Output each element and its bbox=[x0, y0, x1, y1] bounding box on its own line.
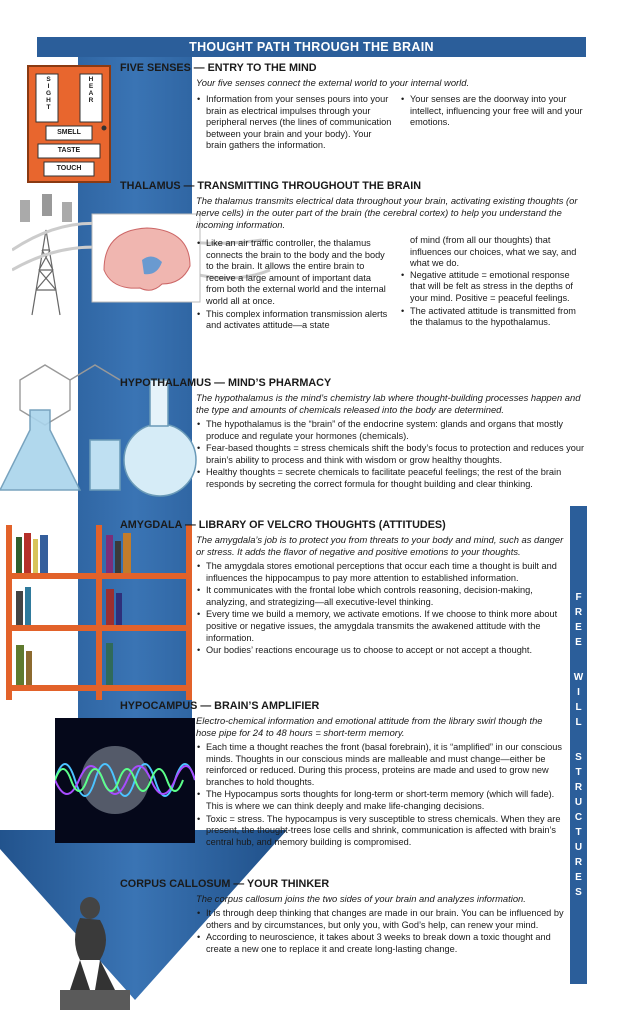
sidebar-letter: I bbox=[577, 687, 580, 698]
bullet-item: • The Hypocampus sorts thoughts for long-term or short-term memory (which will fade). This is where we can think deeply and make life-changing decisions. bbox=[196, 789, 565, 812]
bullet-item: • Your senses are the doorway into your intellect, influencing your free will and your emotions. bbox=[400, 94, 585, 129]
section-intro: Your five senses connect the external world to your internal world. bbox=[196, 77, 470, 88]
section-five-senses bbox=[120, 62, 585, 153]
bullet-item: • It is through deep thinking that changes are made in our brain. You can be influenced by others and by circumstances, but only you, with God’s help, can renew your mind. bbox=[196, 908, 565, 931]
bullet-item: • Healthy thoughts = secrete chemicals to facilitate peaceful feelings; the rest of the brain responds by secreting the correct formula for thought building and clear thinking. bbox=[196, 467, 585, 490]
bullet-item: • Our bodies’ reactions encourage us to choose to accept or not accept a thought. bbox=[196, 645, 565, 657]
sidebar-word bbox=[575, 590, 582, 650]
section-intro: The amygdala’s job is to protect you from threats to your body and mind, such as danger or stress. It adds the flavor of negative and positive emotions to your thoughts. bbox=[196, 534, 564, 557]
section-title: HYPOCAMPUS — BRAIN’S AMPLIFIER bbox=[120, 700, 320, 712]
free-will-structures-sidebar bbox=[570, 506, 587, 984]
section-title: HYPOTHALAMUS — MIND’S PHARMACY bbox=[120, 377, 332, 389]
bullet-item: • This complex information transmission alerts and activates attitude—a state bbox=[196, 309, 388, 332]
section-intro: The hypothalamus is the mind’s chemistry lab where thought-building processes happen and the type and amounts of chemicals released into the body are determined. bbox=[196, 392, 581, 415]
bullet-item: • Like an air traffic controller, the thalamus connects the brain to the body and the body to the brain. It allows the entire brain to receive a large amount of important data from both the external world and the internal world all at once. bbox=[196, 238, 388, 308]
sidebar-letter: S bbox=[575, 887, 582, 898]
bullet-item: • Negative attitude = emotional response that will be felt as stress in the depths of your mind. Positive = peaceful feelings. bbox=[400, 270, 585, 305]
sidebar-letter: C bbox=[574, 812, 583, 823]
section-hypocampus bbox=[120, 700, 565, 849]
section-intro: The corpus callosum joins the two sides of your brain and analyzes information. bbox=[196, 893, 526, 904]
bullet-item: • The amygdala stores emotional perceptions that occur each time a thought is built and influences the hippocampus to pay more attention to established information. bbox=[196, 561, 565, 584]
sidebar-letter: U bbox=[574, 842, 583, 853]
sidebar-letter: E bbox=[575, 622, 582, 633]
sidebar-letter: R bbox=[574, 607, 583, 618]
sidebar-word bbox=[575, 750, 582, 900]
section-intro: The thalamus transmits electrical data throughout your brain, activating existing thoughts (or nerve cells) in the outer part of the brain (the cerebral cortex) to help you understand the incoming information. bbox=[196, 195, 578, 230]
section-title: FIVE SENSES — ENTRY TO THE MIND bbox=[120, 62, 317, 74]
section-thalamus bbox=[120, 180, 585, 333]
door-label-taste: TASTE bbox=[57, 147, 81, 154]
sidebar-letter: U bbox=[574, 797, 583, 808]
sidebar-letter: W bbox=[573, 672, 584, 683]
sidebar-letter: F bbox=[575, 592, 582, 603]
continuation-text: of mind (from all our thoughts) that influences our choices, what we say, and what we do. bbox=[410, 235, 577, 269]
sidebar-letter: E bbox=[575, 637, 582, 648]
sidebar-letter: R bbox=[574, 857, 583, 868]
sidebar-letter: T bbox=[575, 827, 582, 838]
door-label-sight: SIGHT bbox=[45, 76, 52, 111]
section-title: CORPUS CALLOSUM — YOUR THINKER bbox=[120, 878, 330, 890]
bullet-item: • According to neuroscience, it takes about 3 weeks to break down a toxic thought and create a new one to replace it and create long-lasting change. bbox=[196, 932, 565, 955]
door-label-hear: HEAR bbox=[87, 76, 95, 104]
sidebar-letter: R bbox=[574, 782, 583, 793]
section-corpus-callosum bbox=[120, 878, 565, 956]
sidebar-word bbox=[574, 670, 583, 730]
bullet-item: • Every time we build a memory, we activate emotions. If we choose to think more about positive or negative issues, the amygdala transmits the awakened attitude with the information. bbox=[196, 609, 565, 644]
section-title: AMYGDALA — LIBRARY OF VELCRO THOUGHTS (ATTITUDES) bbox=[120, 519, 446, 531]
door-label-touch: TOUCH bbox=[56, 165, 82, 172]
door-label-smell: SMELL bbox=[57, 129, 81, 136]
bullet-item: • Each time a thought reaches the front (basal forebrain), it is “amplified” in our conscious minds. Thoughts in our conscious minds are malleable and must change—either be reinforced or reduced. During this process, proteins are made and used to grow new branches to hold thoughts. bbox=[196, 742, 565, 788]
page-title-banner: THOUGHT PATH THROUGH THE BRAIN bbox=[37, 37, 586, 57]
sidebar-letter: L bbox=[575, 717, 582, 728]
sidebar-letter: E bbox=[575, 872, 582, 883]
bullet-item: • The hypothalamus is the “brain” of the endocrine system: glands and organs that mostly produce and regulate your hormones (chemicals). bbox=[196, 419, 585, 442]
sidebar-letter: T bbox=[575, 767, 582, 778]
bullet-item: • It communicates with the frontal lobe which controls reasoning, decision-making, analyzing, and strategizing—all executive-level thinking. bbox=[196, 585, 565, 608]
section-intro: Electro-chemical information and emotional attitude from the library swirl though the hose pipe for 24 to 48 hours = short-term memory. bbox=[196, 715, 543, 738]
section-amygdala bbox=[120, 519, 565, 658]
sidebar-letter: S bbox=[575, 752, 582, 763]
bullet-item: • Information from your senses pours into your brain as electrical impulses through your peripheral nerves (the lines of communication between your brain and your body). Your brain gathers the information. bbox=[196, 94, 392, 152]
bullet-item: • The activated attitude is transmitted from the thalamus to the hypothalamus. bbox=[400, 306, 585, 329]
bullet-item: • Toxic = stress. The hypocampus is very susceptible to stress chemicals. When they are present, the thought-trees lose cells and shrink, communication is affected with brain’s central hub, and memory building is compromised. bbox=[196, 814, 565, 849]
sidebar-letter: L bbox=[575, 702, 582, 713]
section-hypothalamus bbox=[120, 377, 585, 492]
section-title: THALAMUS — TRANSMITTING THROUGHOUT THE BRAIN bbox=[120, 180, 422, 192]
bullet-item: • Fear-based thoughts = stress chemicals shift the body’s focus to protection and reduces your brain’s ability to process and think with wisdom or grow healthy thoughts. bbox=[196, 443, 585, 466]
